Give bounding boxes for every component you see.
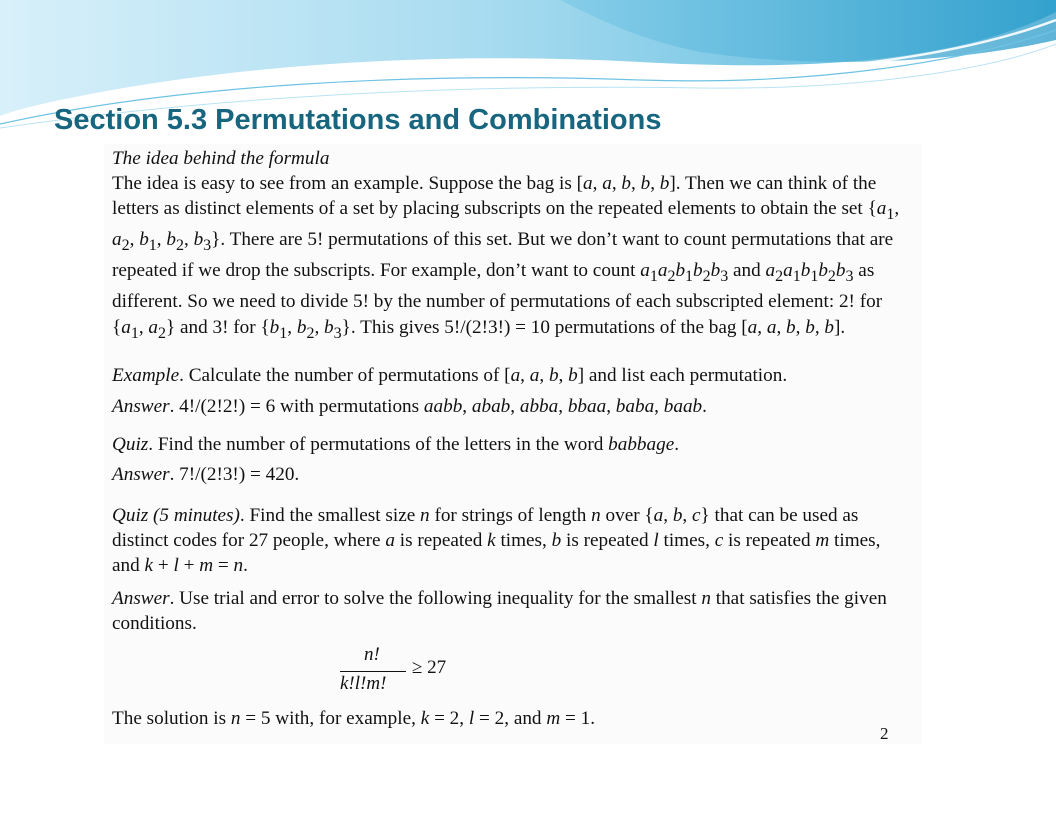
quiz-answer-1: Answer. 7!/(2!3!) = 420. bbox=[112, 464, 300, 485]
formula-rhs: ≥ 27 bbox=[412, 657, 447, 678]
example-question: Example. Calculate the number of permutations of [a, a, b, b] and list each permutation. bbox=[112, 365, 788, 386]
page-number: 2 bbox=[880, 724, 889, 743]
formula-numerator: n! bbox=[364, 644, 380, 665]
example-answer: Answer. 4!/(2!2!) = 6 with permutations aabb, abab, abba, bbaa, baba, baab. bbox=[112, 396, 707, 417]
fraction-bar bbox=[340, 671, 406, 672]
explanation-paragraph: The idea is easy to see from an example. Suppose the bag is [a, a, b, b, b]. Then we can think of the letters as distinct elements of a set by placing subscripts on the repeated elements to obtain the set {$a_1$, $a_2$, $b_1$, $b_2$, $b_3$}. There are 5! permutations of this set. But we don’t want to count permutations that are repeated if we drop the subscripts. For example, don’t want to count $a_1a_2b_1b_2b_3$ and $a_2a_1b_1b_2b_3$ as different. So we need to divide 5! by the number of permutations of each subscripted element: 2! for {$a_1$, $a_2$} and 3! for {$b_1$, $b_2$, $b_3$}. This gives 5!/(2!3!) = 10 permutations of the bag [a, a, b, b, b]. bbox=[112, 173, 900, 342]
formula-denominator: k!l!m! bbox=[340, 673, 387, 694]
quiz-question-1: Quiz. Find the number of permutations of the letters in the word babbage. bbox=[112, 434, 680, 455]
textbook-excerpt bbox=[104, 144, 922, 744]
quiz-question-2: Quiz (5 minutes). Find the smallest size n for strings of length n over {a, b, c} that can be used as distinct codes for 27 people, where a is repeated k times, b is repeated l times, c is repeated m times, and k + l + m = n. bbox=[112, 505, 881, 577]
section-heading: The idea behind the formula bbox=[112, 148, 330, 169]
quiz-answer-2: Answer. Use trial and error to solve the following inequality for the smallest n that satisfies the given conditions. bbox=[112, 588, 887, 635]
solution-text: The solution is n = 5 with, for example, k = 2, l = 2, and m = 1. bbox=[112, 708, 595, 729]
slide-title: Section 5.3 Permutations and Combinations bbox=[54, 104, 662, 136]
